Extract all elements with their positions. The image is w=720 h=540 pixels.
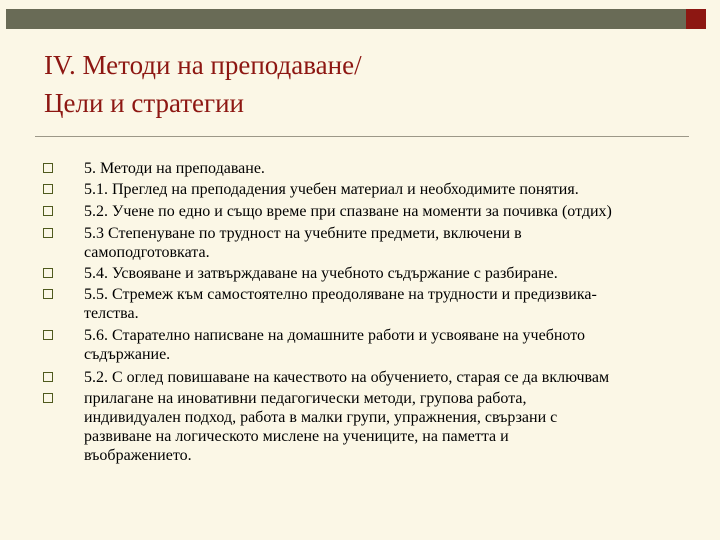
square-bullet-icon <box>43 372 53 382</box>
slide-title-line-1: IV. Методи на преподаване/ <box>44 50 362 80</box>
list-item-line: 5.1. Преглед на преподадения учебен материал и необходимите понятия. <box>84 181 579 198</box>
list-item-text <box>84 180 694 199</box>
list-item-line: 5.2. С оглед повишаване на качеството на обучението, старая се да включвам <box>84 369 610 386</box>
square-bullet-icon <box>43 206 53 216</box>
list-item-text <box>84 202 694 221</box>
square-bullet-icon <box>43 184 53 194</box>
list-item-text <box>84 159 694 178</box>
square-bullet-icon <box>43 163 53 173</box>
list-item-line: 5.3 Степенуване по трудност на учебните предмети, включени в <box>84 225 522 242</box>
square-bullet-icon <box>43 268 53 278</box>
list-item-line: развиване на логическото мислене на учениците, на паметта и <box>84 428 509 445</box>
list-item-text <box>84 368 694 387</box>
list-item-line: съдържание. <box>84 346 171 363</box>
list-item-text <box>84 285 694 323</box>
list-item-line: 5.4. Усвояване и затвърждаване на учебното съдържание с разбиране. <box>84 265 558 282</box>
list-item-line: 5. Методи на преподаване. <box>84 160 265 177</box>
list-item-line: 5.6. Старателно написване на домашните работи и усвояване на учебното <box>84 327 585 344</box>
list-item-line: 5.2. Учене по едно и също време при спазване на моменти за почивка (отдих) <box>84 203 612 220</box>
list-item-text <box>84 224 694 262</box>
list-item-text <box>84 264 694 283</box>
square-bullet-icon <box>43 228 53 238</box>
list-item-line: самоподготовката. <box>84 244 210 261</box>
list-item-line: телства. <box>84 305 139 322</box>
slide-title-line-2: Цели и стратегии <box>44 88 245 118</box>
list-item-line: 5.5. Стремеж към самостоятелно преодоляване на трудности и предизвика- <box>84 286 597 303</box>
list-item-text <box>84 389 694 465</box>
list-item-line: въображението. <box>84 447 192 464</box>
square-bullet-icon <box>43 330 53 340</box>
square-bullet-icon <box>43 289 53 299</box>
list-item-line: прилагане на иновативни педагогически методи, групова работа, <box>84 390 527 407</box>
list-item-text <box>84 326 694 364</box>
list-item-line: индивидуален подход, работа в малки групи, упражнения, свързани с <box>84 409 558 426</box>
square-bullet-icon <box>43 393 53 403</box>
